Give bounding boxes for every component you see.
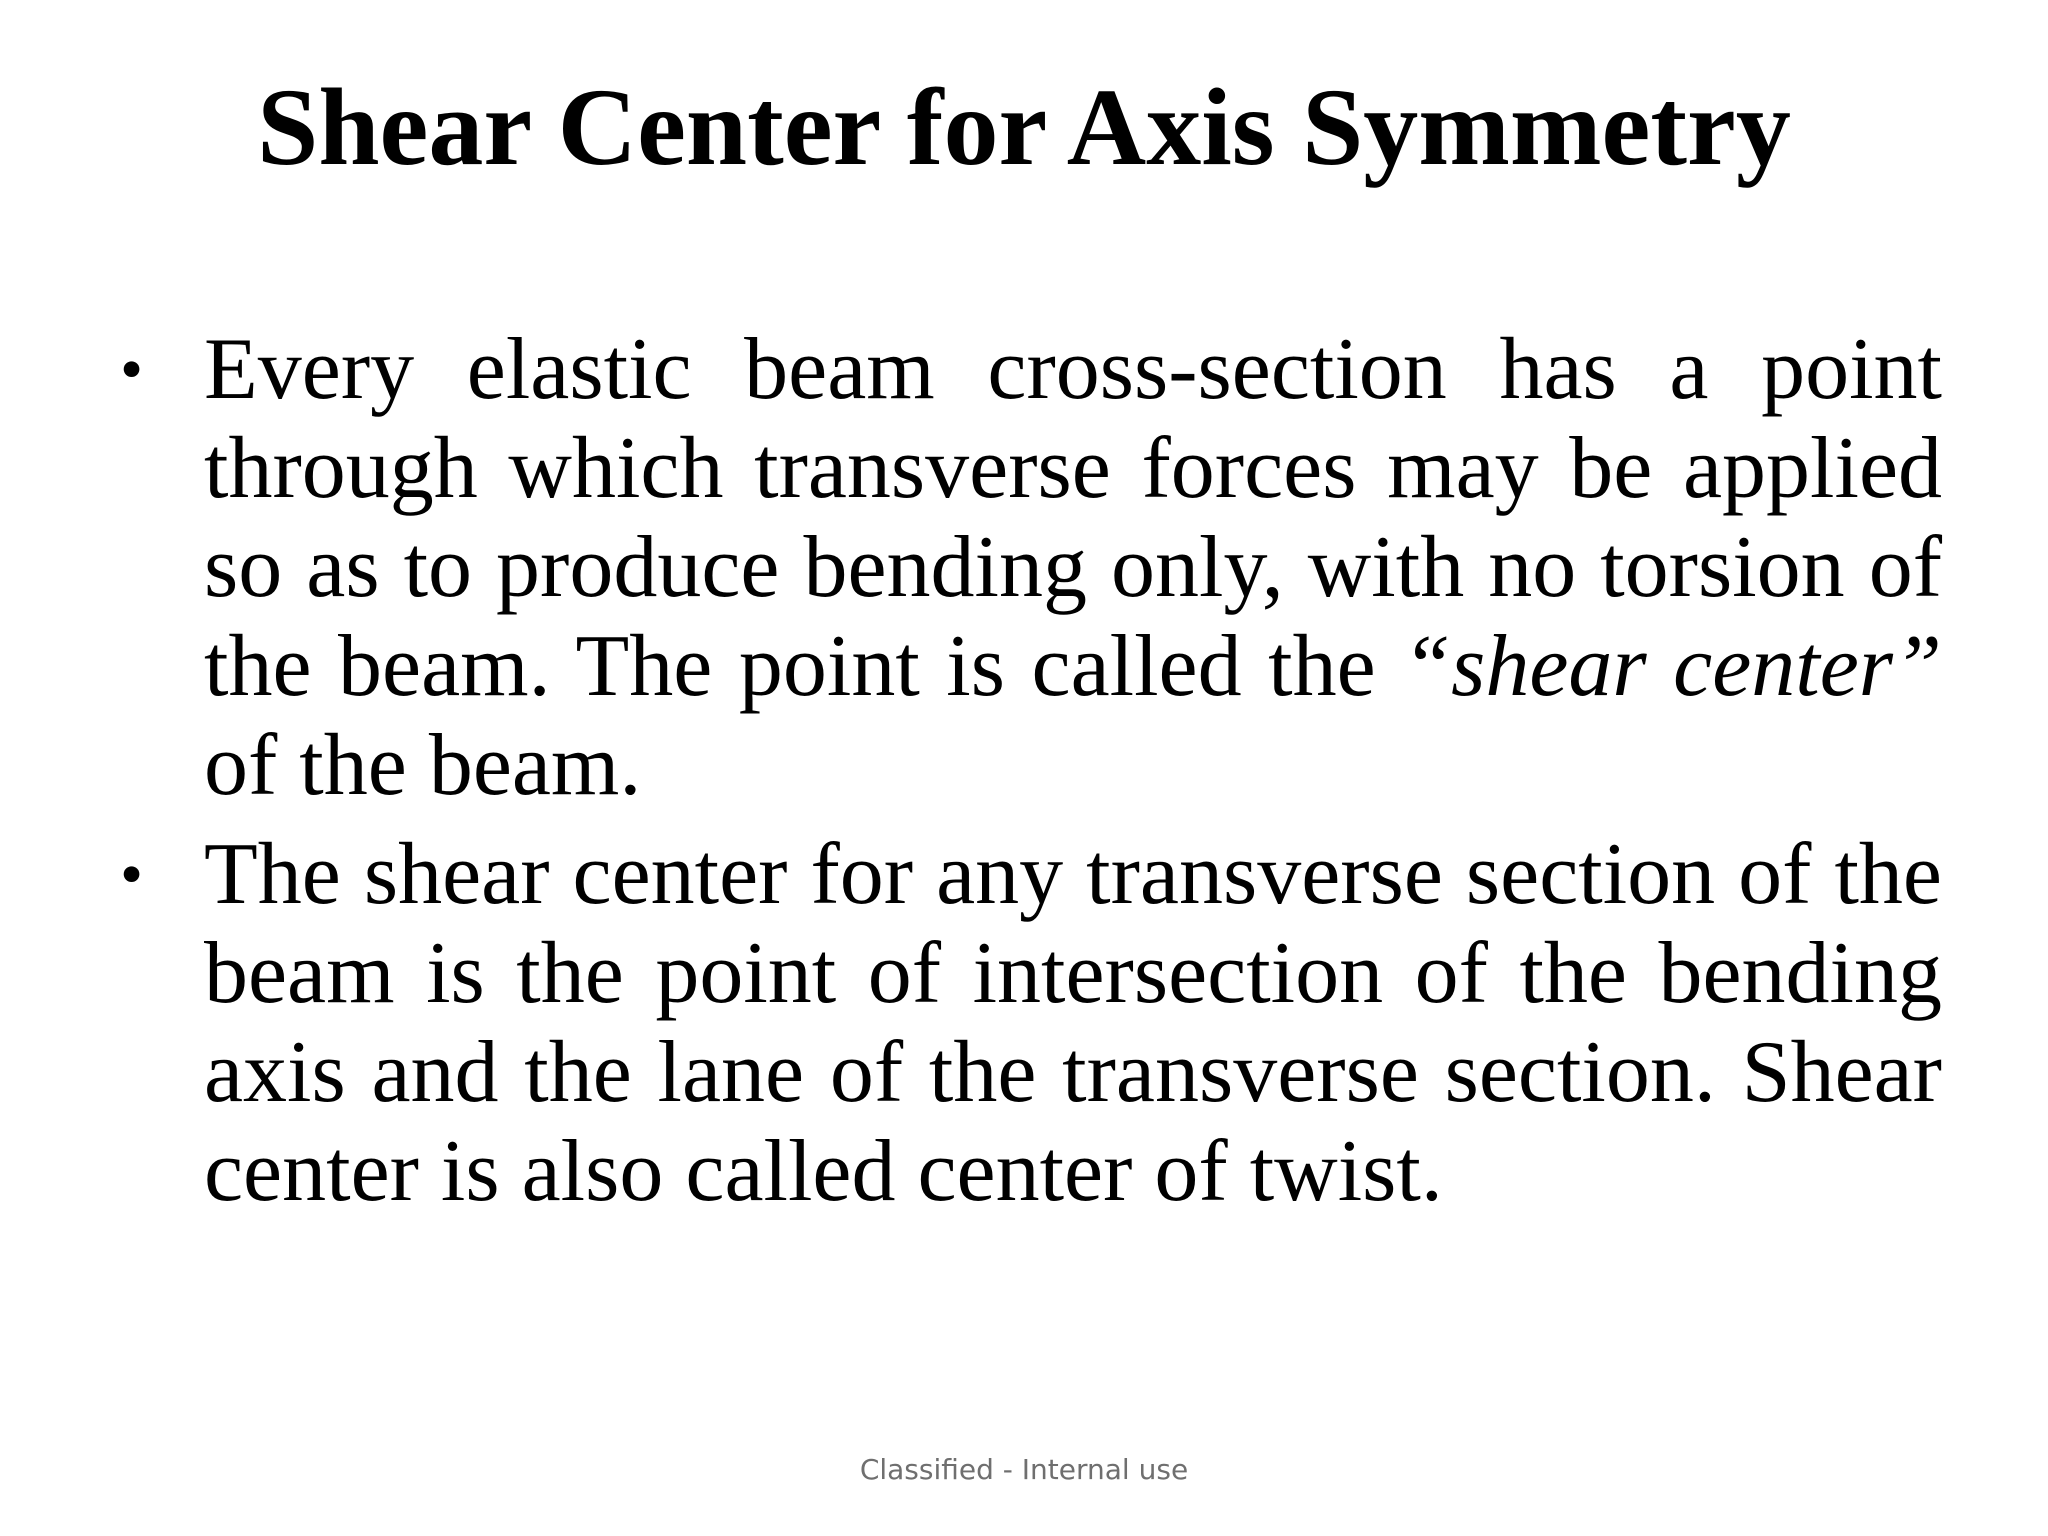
bullet-item-2 [112,825,1942,1221]
bullet-2-text: The shear center for any transverse section of the beam is the point of intersection of the bending axis and the lane of the transverse section. Shear center is also called center of twist. [204,826,1942,1220]
bullet-list [112,320,1942,1231]
bullet-1-emphasis: “shear center” [1402,618,1942,715]
bullet-icon: • [120,838,144,911]
slide-title: Shear Center for Axis Symmetry [257,66,1791,188]
bullet-icon: • [120,333,144,406]
bullet-1-text-end: of the beam. [204,717,642,814]
bullet-item-1 [112,320,1942,815]
classification-footer: Classified - Internal use [859,1453,1189,1486]
bullet-1-text: Every elastic beam cross-section has a point through which transverse forces may be applied so as to produce bending only, with no torsion of the beam. The point is called the [204,321,1942,715]
